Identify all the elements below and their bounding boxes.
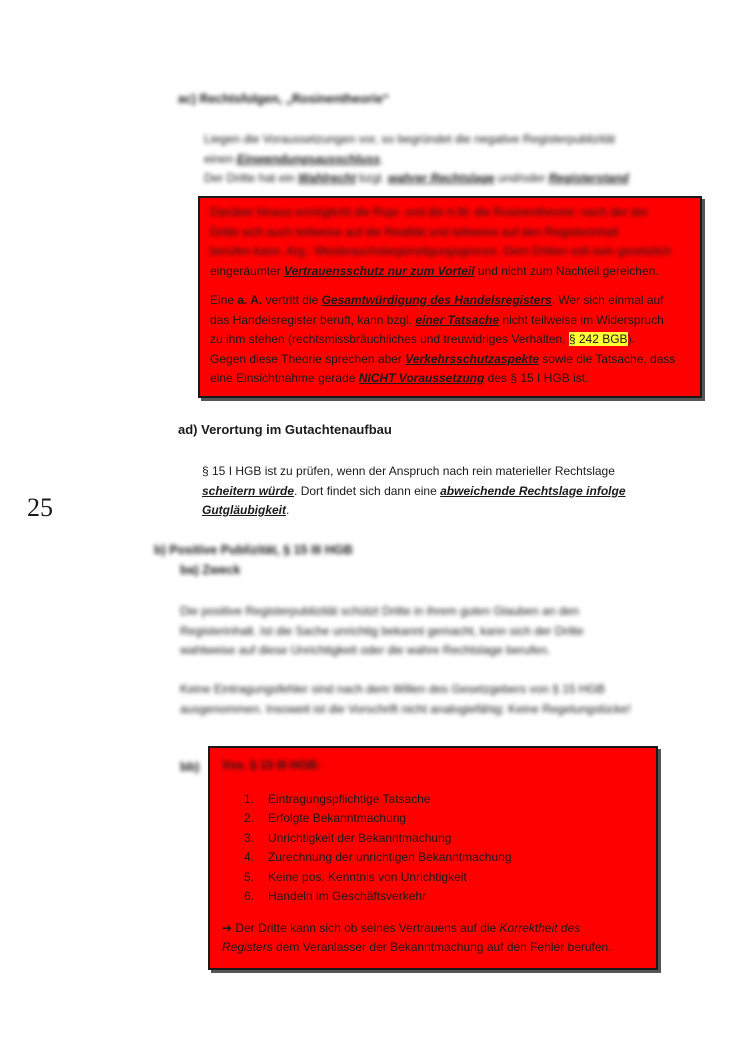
criteria-text: Erfolgte Bekanntmachung bbox=[268, 811, 407, 825]
box1-aa-line4: Gegen diese Theorie sprechen aber Verkehrsschutzaspekte sowie die Tatsache, dass bbox=[210, 351, 676, 366]
rosinentheorie-box bbox=[198, 196, 702, 398]
criteria-number: 5. bbox=[244, 869, 255, 884]
page-number: 25 bbox=[27, 493, 53, 522]
criteria-number: 6. bbox=[244, 889, 255, 903]
criteria-box bbox=[208, 746, 658, 970]
ba-p1-line2: Registerinhalt. Ist die Sache unrichtig bekannt gemacht, kann sich der Dritte bbox=[180, 623, 584, 638]
highlight-242-bgb: § 242 BGB bbox=[568, 332, 628, 346]
arrow-right-icon: ➔ bbox=[222, 920, 233, 935]
box1-aa-line3: zu ihm stehen (rechtsmissbräuchliches und treuwidriges Verhalten, § 242 BGB). bbox=[210, 332, 635, 346]
heading-ac: ac) Rechtsfolgen, „Rosinentheorie“ bbox=[178, 92, 390, 106]
conclusion-line1: ➔ Der Dritte kann sich ob seines Vertrauens auf die Korrektheit des bbox=[222, 920, 581, 935]
criteria-item bbox=[244, 790, 644, 810]
box1-line4: eingeräumter Vertrauensschutz nur zum Vorteil und nicht zum Nachteil gereichen. bbox=[210, 263, 659, 278]
box1-blur-line2: Dritte sich auch teilweise auf die Realität und teilweise auf den Registerinhalt bbox=[210, 224, 619, 239]
ac-intro-line1: Liegen die Voraussetzungen vor, so begründet die negative Registerpublizität bbox=[204, 132, 615, 146]
criteria-text: Eintragungspflichtige Tatsache bbox=[268, 791, 431, 806]
ba-p1-line1: Die positive Registerpublizität schützt Dritte in ihrem guten Glauben an den bbox=[180, 604, 579, 618]
box1-blur-line3: berufen kann. Arg.: Missbrauchsbegünstigungsgrenze. Dem Dritten soll sein gesetzlich bbox=[210, 244, 671, 258]
ac-intro-line2: einen Einwendungsausschluss. bbox=[204, 151, 384, 166]
ad-paragraph bbox=[202, 462, 662, 521]
label-bb: bb) bbox=[180, 760, 200, 774]
criteria-number: 1. bbox=[244, 791, 255, 806]
criteria-item bbox=[244, 868, 644, 888]
ad-line3: Gutgläubigkeit. bbox=[202, 503, 290, 517]
criteria-item bbox=[244, 809, 644, 829]
box1-blurred-lines bbox=[210, 203, 690, 262]
criteria-item bbox=[244, 829, 644, 849]
box1-blur-line1: Darüber hinaus ermöglicht die Rspr. und die h.M. die Rosinentheorie: nach der der bbox=[210, 205, 649, 219]
ac-intro-line3: Der Dritte hat ein Wahlrecht bzgl. wahrer Rechtslage und/oder Registerstand bbox=[204, 171, 629, 185]
ba-p2-line1: Keine Eintragungsfehler sind nach dem Willen des Gesetzgebers von § 15 HGB bbox=[180, 682, 605, 696]
box1-aa-line1: Eine a. A. vertritt die Gesamtwürdigung des Handelsregisters. Wer sich einmal auf bbox=[210, 293, 664, 307]
conclusion-line2: Registers dem Veranlasser der Bekanntmachung auf den Fehler berufen. bbox=[222, 940, 612, 954]
ba-p1-line3: wahlweise auf diese Unrichtigkeit oder die wahre Rechtslage berufen. bbox=[180, 643, 551, 657]
criteria-item bbox=[244, 848, 644, 868]
heading-b: b) Positive Publizität, § 15 III HGB bbox=[154, 543, 353, 557]
criteria-item bbox=[244, 887, 644, 907]
ad-line1: § 15 I HGB ist zu prüfen, wenn der Anspruch nach rein materieller Rechtslage bbox=[202, 464, 615, 478]
ad-line2: scheitern würde. Dort findet sich dann eine abweichende Rechtslage infolge bbox=[202, 483, 626, 498]
heading-ba: ba) Zweck bbox=[180, 563, 241, 577]
criteria-number: 2. bbox=[244, 811, 255, 825]
box1-aa-line5: eine Einsichtnahme gerade NICHT Voraussetzung des § 15 I HGB ist. bbox=[210, 371, 589, 385]
criteria-number: 3. bbox=[244, 830, 255, 845]
criteria-title: Vss. § 15 III HGB: bbox=[222, 758, 321, 772]
box1-aa-line2: das Handelsregister beruft, kann bzgl. einer Tatsache nicht teilweise im Widerspruch bbox=[210, 312, 664, 327]
ba-paragraph2 bbox=[180, 680, 670, 719]
criteria-list bbox=[222, 790, 644, 907]
heading-ad: ad) Verortung im Gutachtenaufbau bbox=[178, 422, 392, 437]
criteria-text: Keine pos. Kenntnis von Unrichtigkeit bbox=[268, 869, 467, 884]
ba-p2-line2: ausgenommen. Insoweit ist die Vorschrift nicht analogiefähig: Keine Regelungslücke! bbox=[180, 701, 631, 716]
criteria-text: Unrichtigkeit der Bekanntmachung bbox=[268, 830, 452, 845]
ac-intro bbox=[204, 130, 664, 189]
criteria-text: Handeln im Geschäftsverkehr bbox=[268, 889, 427, 903]
ba-paragraph1 bbox=[180, 602, 670, 661]
criteria-number: 4. bbox=[244, 850, 255, 864]
criteria-text: Zurechnung der unrichtigen Bekanntmachung bbox=[268, 850, 512, 864]
